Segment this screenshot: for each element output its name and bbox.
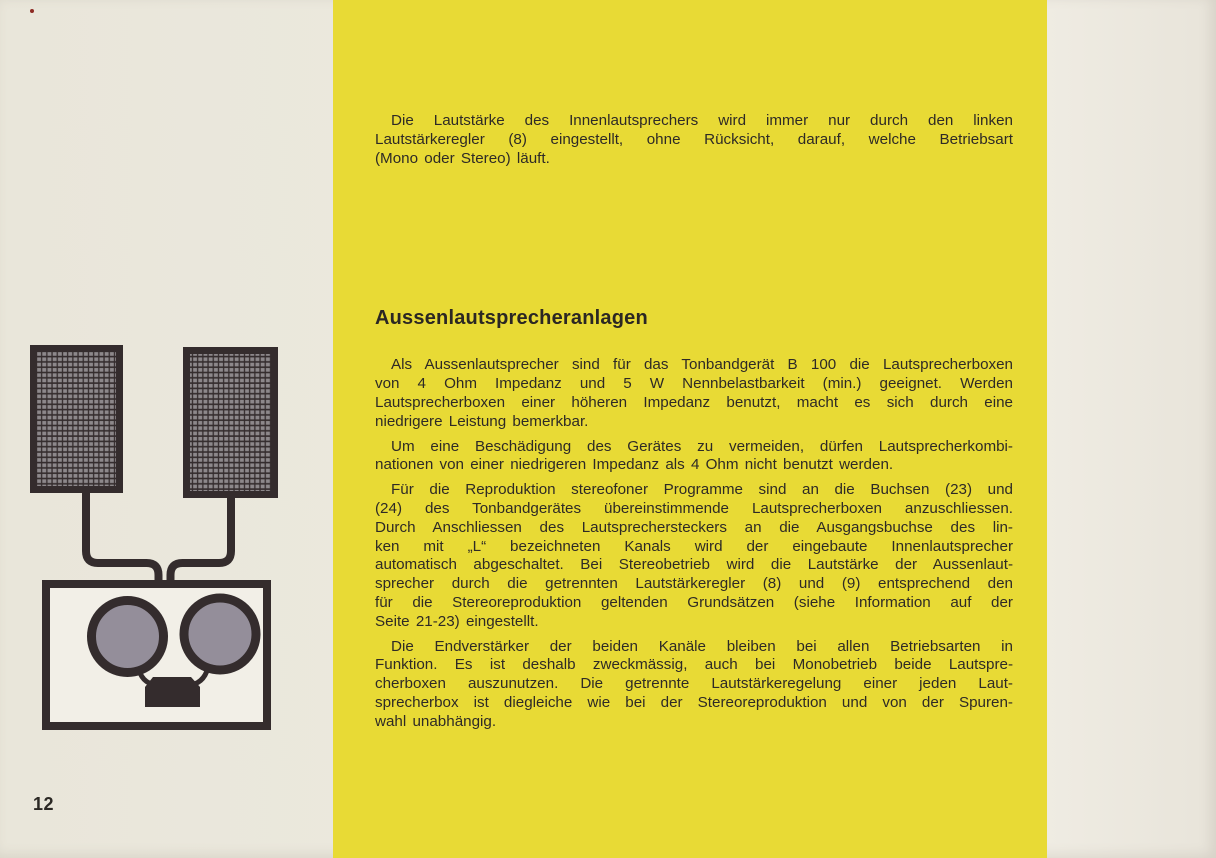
paragraph-impedance-warning xyxy=(375,438,1013,476)
text-line: Seite 21-23) eingestellt. xyxy=(375,612,539,630)
left-reel xyxy=(92,601,164,673)
right-speaker-wire xyxy=(171,495,232,588)
section-heading: Aussenlautsprecheranlagen xyxy=(375,307,648,330)
right-reel xyxy=(184,598,256,670)
yellow-panel xyxy=(333,0,1047,858)
paragraph-stereo-connection xyxy=(375,481,1013,631)
text-line: sprecherbox ist diegleiche wie bei der Stereoreproduktion und von der Spuren- xyxy=(375,693,1013,711)
text-line: Lautstärkeregler (8) eingestellt, ohne Rücksicht, darauf, welche Betriebsart xyxy=(375,130,1013,148)
text-line: (24) des Tonbandgerätes übereinstimmende Lautsprecherboxen anzuschliessen. xyxy=(375,499,1013,517)
text-line: Die Lautstärke des Innenlautsprechers wird immer nur durch den linken xyxy=(391,112,1013,129)
paragraph-intro xyxy=(375,112,1013,168)
scan-speck xyxy=(30,9,34,13)
page-number: 12 xyxy=(33,794,55,814)
text-line: von 4 Ohm Impedanz und 5 W Nennbelastbarkeit (min.) geeignet. Werden xyxy=(375,375,1013,393)
text-line: für die Stereoreproduktion geltenden Grundsätzen (siehe Information auf der xyxy=(375,593,1013,611)
left-speaker-wire xyxy=(86,490,159,588)
text-line: (Mono oder Stereo) läuft. xyxy=(375,149,550,167)
text-line: Durch Anschliessen des Lautsprechersteckers an die Ausgangsbuchse des lin- xyxy=(375,518,1013,536)
text-line: Funktion. Es ist deshalb zweckmässig, auch bei Monobetrieb beide Lautspre- xyxy=(375,656,1013,674)
text-line: Als Aussenlautsprecher sind für das Tonbandgerät B 100 die Lautsprecherboxen xyxy=(391,356,1013,374)
text-line: niedrigere Leistung bemerkbar. xyxy=(375,412,589,430)
text-line: automatisch abgeschaltet. Bei Stereobetrieb wird die Lautstärke der Aussenlaut- xyxy=(375,556,1013,574)
speaker-wiring-illustration xyxy=(0,330,300,740)
paragraph-amplifier-note xyxy=(375,638,1013,732)
text-line: cherboxen auszunutzen. Die getrennte Lautstärkeregelung einer jeden Laut- xyxy=(375,675,1013,693)
head-cover xyxy=(145,677,200,707)
left-speaker-icon xyxy=(30,345,123,493)
text-line: wahl unabhängig. xyxy=(375,712,497,730)
text-line: Für die Reproduktion stereofoner Programme sind an die Buchsen (23) und xyxy=(391,481,1013,499)
text-line: Die Endverstärker der beiden Kanäle bleiben bei allen Betriebsarten in xyxy=(391,637,1013,655)
text-line: ken mit „L“ bezeichneten Kanals wird der eingebaute Innenlautsprecher xyxy=(375,537,1013,555)
text-line: sprecher durch die getrennten Lautstärkeregler (8) und (9) entsprechend den xyxy=(375,575,1013,593)
tape-recorder-icon xyxy=(46,584,267,726)
right-speaker-icon xyxy=(183,347,278,498)
text-line: Lautsprecherboxen einer höheren Impedanz benutzt, macht es sich durch eine xyxy=(375,393,1013,411)
text-column xyxy=(375,0,1013,732)
paragraph-speaker-requirements xyxy=(375,356,1013,431)
text-line: nationen von einer niedrigeren Impedanz als 4 Ohm nicht benutzt werden. xyxy=(375,456,894,474)
text-line: Um eine Beschädigung des Gerätes zu vermeiden, dürfen Lautsprecherkombi- xyxy=(391,437,1013,455)
